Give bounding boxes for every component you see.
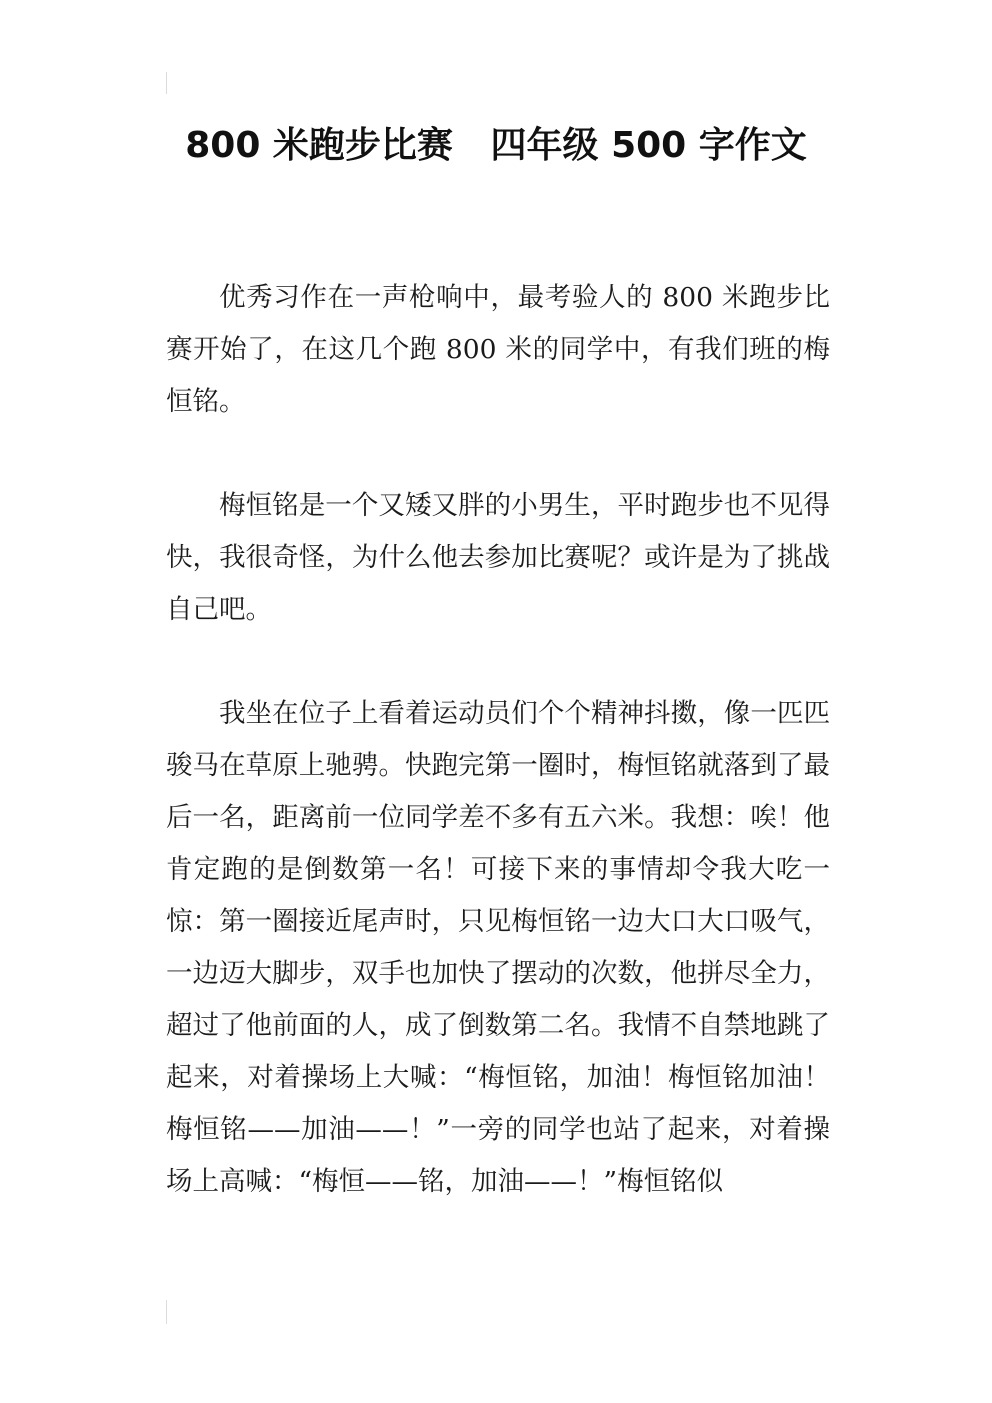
margin-mark-bottom (166, 1300, 167, 1324)
essay-body (166, 272, 830, 1208)
paragraph-3: 我坐在位子上看着运动员们个个精神抖擞，像一匹匹骏马在草原上驰骋。快跑完第一圈时，梅恒铭就落到了最后一名，距离前一位同学差不多有五六米。我想：唉！他肯定跑的是倒数第一名！可接下来的事情却令我大吃一惊：第一圈接近尾声时，只见梅恒铭一边大口大口吸气，一边迈大脚步，双手也加快了摆动的次数，他拼尽全力，超过了他前面的人，成了倒数第二名。我情不自禁地跳了起来，对着操场上大喊：“梅恒铭，加油！梅恒铭加油！梅恒铭——加油——！”一旁的同学也站了起来，对着操场上高喊：“梅恒——铭，加油——！”梅恒铭似 (166, 698, 830, 1197)
paragraph-2: 梅恒铭是一个又矮又胖的小男生，平时跑步也不见得快，我很奇怪，为什么他去参加比赛呢？或许是为了挑战自己吧。 (166, 490, 830, 625)
paragraph-1: 优秀习作在一声枪响中，最考验人的 800 米跑步比赛开始了，在这几个跑 800 米的同学中，有我们班的梅恒铭。 (166, 282, 830, 417)
margin-mark-top (166, 72, 167, 94)
page-title: 800 米跑步比赛 四年级 500 字作文 (185, 125, 807, 166)
